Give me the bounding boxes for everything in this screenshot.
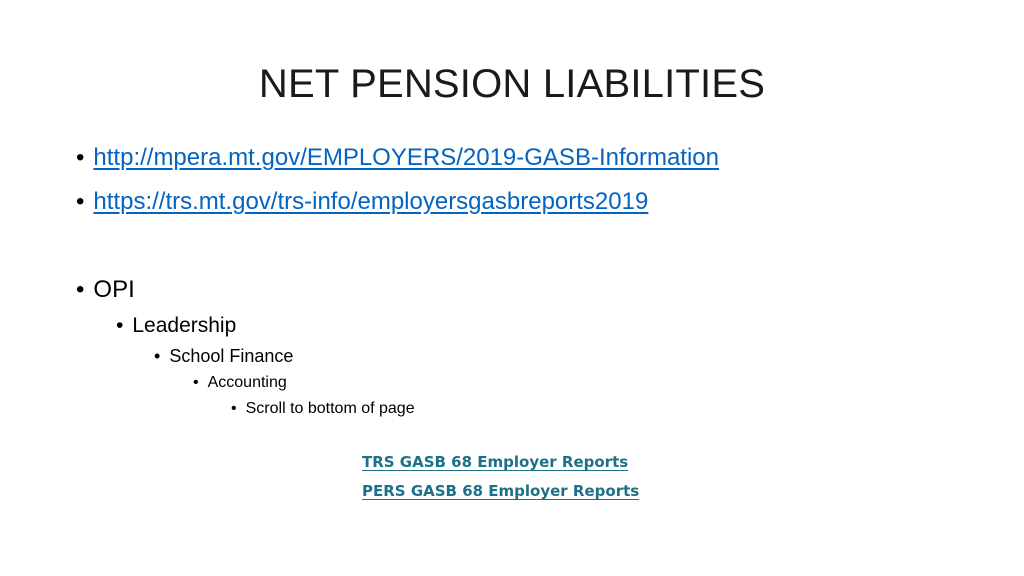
bullet-scroll-bottom — [231, 398, 415, 420]
bullet-dot: • — [154, 346, 161, 366]
bullet-opi — [76, 274, 135, 306]
bullet-dot: • — [116, 314, 124, 337]
bullet-accounting — [193, 372, 287, 394]
bullet-dot: • — [76, 144, 85, 171]
report-links-screenshot — [362, 448, 639, 506]
bullet-trs-link — [76, 186, 648, 218]
trs-gasb68-reports-link[interactable]: TRS GASB 68 Employer Reports — [362, 453, 629, 471]
slide-title: NET PENSION LIABILITIES — [258, 62, 766, 106]
bullet-mpera-link — [76, 142, 719, 174]
pers-gasb68-reports-link[interactable]: PERS GASB 68 Employer Reports — [362, 482, 640, 500]
bullet-leadership-text: Leadership — [132, 314, 237, 337]
mpera-gasb-link[interactable]: http://mpera.mt.gov/EMPLOYERS/2019-GASB-Information — [93, 144, 719, 171]
bullet-dot: • — [76, 276, 85, 303]
bullet-school-finance — [154, 344, 293, 368]
bullet-accounting-text: Accounting — [207, 374, 287, 391]
bullet-dot: • — [193, 374, 199, 391]
bullet-dot: • — [231, 400, 237, 417]
bullet-leadership — [116, 312, 236, 340]
bullet-school-finance-text: School Finance — [169, 346, 294, 366]
bullet-scroll-bottom-text: Scroll to bottom of page — [245, 400, 415, 417]
bullet-dot: • — [76, 188, 85, 215]
trs-gasb-link[interactable]: https://trs.mt.gov/trs-info/employersgasbreports2019 — [93, 188, 649, 215]
bullet-opi-text: OPI — [93, 276, 135, 303]
